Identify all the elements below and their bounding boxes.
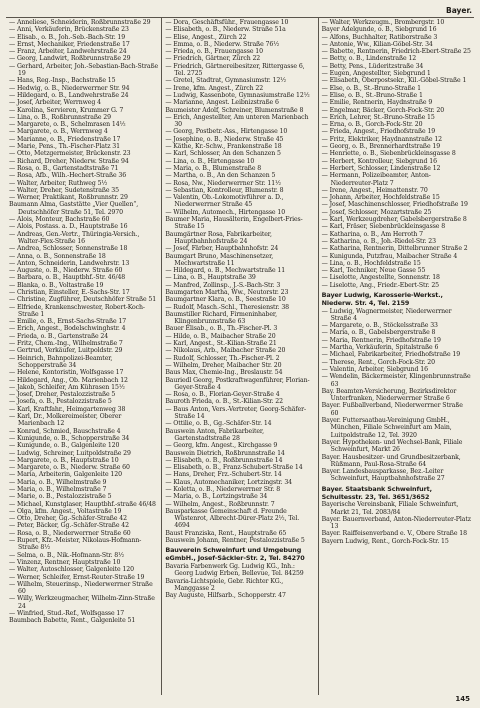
directory-entry: — Kunigunde, o. B., Galgenleite 120	[9, 442, 120, 450]
directory-entry: Baumgärtner Rosa, Fabrikarbeiter, Hauptbahnhofstraße 24	[165, 230, 272, 245]
directory-column-2	[161, 18, 317, 695]
page-header	[6, 4, 474, 17]
directory-entry: Bauer Elisab., o. B., Th.-Fischer-Pl. 3	[165, 325, 278, 333]
directory-entry: — Richard, Dreher, Niederw. Straße 94	[9, 157, 129, 165]
directory-entry: — Maria, o. B., Wilhelmstraße 7	[9, 486, 107, 493]
directory-entry: Bavaria-Lichtspiele, Gebr. Richter KG., Manggasse 2	[165, 577, 284, 592]
directory-entry: Baumgarten Martha, Ww., Neutorstr. 23	[165, 288, 289, 296]
directory-entry: — Konrad, Schmied, Bauschstraße 4	[9, 427, 121, 435]
directory-entry: — Betty, Pens., Lüderitzstraße 34	[321, 62, 424, 70]
directory-entry: — Elisabeth, o. B., Niederw. Straße 51a	[165, 26, 286, 34]
directory-entry: — Engelmar, Bäcker, Gorch-Fock-Str. 20	[321, 106, 445, 114]
directory-entry: — Liselotte, Angestellte, Sonnenstr. 18	[321, 274, 440, 282]
directory-entry: — Peter, Bäcker, Gg.-Schäfer-Straße 42	[9, 522, 129, 530]
directory-entry: — Selma, o. B., Nik.-Hofmann-Str. 8½	[9, 551, 125, 559]
directory-entry: — Blanka, o. B., Voltastraße 19	[9, 281, 104, 289]
directory-entry: — Käthe, Kr.-Schw., Frankenstraße 18	[165, 143, 282, 151]
directory-entry: — Erich, Lehrer, St.-Bruno-Straße 15	[321, 113, 435, 121]
directory-entry: — Barbara, o. B., Hauptbhf.-Str. 46/48	[9, 274, 126, 282]
directory-entry: — Martha, Verkäuferin, Spitalstraße 6	[321, 344, 439, 352]
directory-entry: Baumbach Babette, Rent., Galgenleite 51	[9, 617, 136, 625]
directory-entry: — Maria, o. B., Wilhelmstraße 9	[9, 478, 107, 486]
directory-entry: — Erna, o. B., Gorch-Fock-Str. 20	[321, 121, 423, 129]
directory-entry: — Elfriede, Krankenschwester, Robert-Koch-Straße 1	[9, 303, 145, 318]
directory-entry: — Kunigunde, o. B., Schopperstraße 34	[9, 434, 130, 442]
directory-entry: — Margarete, o. B., Hauptstraße 10	[9, 456, 119, 464]
directory-entry: — Maria, Rentnerin, Friedhofstraße 19	[321, 336, 441, 344]
directory-entry: — Ludwig, Kassenbote, Gymnasiumstraße 12½	[165, 91, 310, 99]
directory-entry: — Emilie, o. B., Ernst-Sachs-Straße 17	[9, 318, 127, 326]
directory-entry: — Georg, Landwirt, Roßbrunnstraße 29	[9, 55, 131, 63]
directory-column-3	[318, 18, 474, 695]
directory-entry: — Therese, Rent., Gorch-Fock-Str. 20	[321, 358, 435, 366]
directory-entry: — Otto, Dreher, Gg.-Schäfer-Straße 42	[9, 515, 127, 523]
directory-entry: — Rudolf, Masch.-Schl., Theresienstr. 38	[165, 303, 290, 311]
directory-entry: Bayer. Futtersaatbau-Vereinigung GmbH., München, Filiale Schweinfurt am Main, Luitpoldstraße 12, Tel. 3920	[321, 417, 452, 439]
directory-entry: — Rudolf, Schlosser, Th.-Fischer-Pl. 2	[165, 354, 280, 362]
directory-entry: — Herbert, Schlosser, Lindenstraße 12	[321, 164, 441, 172]
directory-entry: — Maria, o. B., Gabelsbergerstraße 8	[321, 329, 436, 337]
directory-entry: — Karl, Angest., St.-Kilian-Straße 21	[165, 340, 277, 348]
directory-entry: — Anni, Verkäuferin, Brückenstraße 23	[9, 26, 129, 34]
directory-entry: — Koletta, o. B., Niederwerrner Str. 8	[165, 486, 281, 493]
directory-entry: — Andrea, Schlosser, Sonnenstraße 18	[9, 245, 128, 253]
directory-entry: Bayer. Fußballverband, Niederwerrner Straße 60	[321, 402, 463, 417]
directory-entry: — Karl, Dr., Molkereimeister, Oberer Marienbach 12	[9, 413, 122, 428]
directory-entry: — Henriette, o. B., Siebenbrückleinsgasse 8	[321, 150, 456, 158]
page-number: 145	[455, 695, 470, 703]
directory-entry: — Erich, Angestellter, Am unteren Marienbach 30	[165, 113, 309, 129]
directory-entry: Bayer. Bauernverband, Anton-Niederreuter-Platz 13	[321, 515, 471, 531]
directory-columns	[6, 17, 474, 695]
directory-entry: — Lina, o. B., Hauptstraße 39	[165, 274, 256, 282]
directory-entry: — Josef, Dreher, Pestalozzistraße 5	[9, 391, 116, 399]
directory-entry: — Emma, o. B., Niederw. Straße 76½	[165, 40, 280, 48]
directory-entry: — Karl, Kraftfahr., Heimgartenweg 38	[9, 405, 126, 413]
directory-entry: — Rosa, o. B., Niederwerrner Straße 60	[9, 529, 131, 537]
directory-entry: — Nikolaus, Arb., Maibacher Straße 20	[165, 347, 286, 355]
directory-entry: — Josef, Färber, Hauptbahnhofstr. 24	[165, 245, 279, 253]
directory-entry: — Liselotte, Ang., Friedr.-Ebert-Str. 25	[321, 281, 439, 289]
directory-entry: Bayer Adelgunde, o. B., Siebgrund 16	[321, 26, 437, 34]
directory-entry: — Walter, Werkzeugm., Brombergstr. 10	[321, 19, 445, 26]
directory-entry: — Wendelin, Bäckermeister, Klingenbrunnstraße 63	[321, 373, 471, 388]
directory-entry: — Valentin, Arbeiter, Siebgrund 16	[321, 365, 428, 373]
directory-entry: — Maria, o. B., Blumenstraße 8	[165, 164, 262, 172]
directory-entry: — Alois, Monteur, Bachstraße 60	[9, 216, 110, 224]
directory-entry: — Elise, Angest., Zürch 22	[165, 33, 247, 41]
directory-entry: — Rosa, Afb., Wilh.-Hechert-Straße 36	[9, 172, 127, 180]
directory-entry: — Olga, kfm. Angest., Voltastraße 19	[9, 507, 122, 515]
directory-entry: — Johann, Arbeiter, Hochfeldstraße 15	[321, 194, 440, 202]
directory-entry: — Hans, Dreher, Frz.-Schubert-Str. 14	[165, 471, 282, 479]
directory-entry: — Lina, o. B., Roßbrunnstraße 29	[9, 113, 111, 121]
directory-entry: Baumer Maria, Hausälterin, Engelbert-Fries-Straße 15	[165, 216, 303, 231]
directory-entry: — Babette, Rentnerin, Friedrich-Ebert-Straße 25	[321, 48, 471, 56]
directory-entry: — Elisabeth, o. B., Franz-Schubert-Straße 14	[165, 464, 303, 472]
directory-entry: — Rosa, Nw., Niederwerrner Str. 11½	[165, 179, 281, 187]
directory-entry: — Rosa, o. B., Gartenstadtstraße 71	[9, 164, 119, 172]
directory-entry: Bayer. Hypotheken- und Wechsel-Bank, Filiale Schweinfurt, Markt 26	[321, 438, 463, 454]
directory-entry: — Michael, Fabrikarbeiter, Friedhofstraße 19	[321, 351, 461, 359]
directory-entry: — Herbert, Kontrolleur, Siebgrund 16	[321, 157, 437, 165]
directory-entry: — Fritz, Elektriker, Haydnannstraße 12	[321, 135, 443, 143]
directory-entry: Baumstiller Richard, Firmeninhaber, Klingenbrunnstraße 63	[165, 310, 277, 326]
directory-entry: Bay. Beamten-Versicherung, Bezirksdirektor Unterfranken, Niederwerrner Straße 6	[321, 387, 457, 403]
directory-entry: — Walter, Autoschlosser, Galgenleite 120	[9, 566, 134, 574]
directory-entry-heading: Bauverein Schweinfurt und Umgebung eGmbH., Josef-Säckler-Str. 2, Tel. 84270	[165, 546, 305, 563]
directory-entry: — Georg, o. B., Brennerhardtstraße 19	[321, 143, 441, 151]
directory-entry: — Manfred, Zollinsp., J.-S.-Bach-Str. 3	[165, 281, 281, 289]
directory-entry: — Andreas, Gen.-Vertr., Thüringia-Versich., Walter-Flex-Straße 16	[9, 230, 140, 245]
directory-entry: — Katharina, o. B., Joh.-Riedel-Str. 23	[321, 237, 436, 245]
directory-entry: Bauswein Dietrich, Roßbrunnstraße 14	[165, 449, 285, 457]
directory-entry: Bauswein Anton, Fabrikarbeiter, Gartenstadtstraße 28	[165, 427, 264, 442]
directory-entry: — Antonie, Ww., Kilian-Göbel-Str. 34	[321, 40, 433, 48]
directory-entry: — Ernst, Mechaniker, Friedenstraße 17	[9, 40, 130, 48]
directory-entry: Baumgartner Klara, o. B., Seestraße 10	[165, 296, 286, 304]
directory-entry: — Else, o. B., St.-Bruno-Straße 1	[321, 84, 421, 92]
directory-entry: Bauswein Johann, Rentner, Pestalozzistraße 5	[165, 537, 305, 545]
directory-entry: — Hans, Reg.-Insp., Bachstraße 15	[9, 77, 116, 85]
directory-entry: — Wilhelm, Angest., Roßbrunnstr. 7	[165, 500, 275, 508]
directory-entry: — Hedwig, o. B., Niederwerrner Str. 94	[9, 84, 130, 92]
directory-entry: — Ludwig, Wagnermeister, Niederwerrner Straße 4	[321, 307, 452, 322]
directory-entry: — Marie, o. B., Pestalozzistraße 5	[9, 493, 112, 501]
directory-entry: — Willy, Werkzeugmacher, Wilhelm-Zinn-Straße 24	[9, 595, 155, 610]
directory-entry: — Ottilie, o. B., Gg.-Schäfer-Str. 14	[165, 420, 272, 428]
directory-entry: — Hermann, Polizeibeamter, Anton-Niederreuter-Platz 7	[321, 172, 431, 187]
directory-entry: — Karl, Schlosser, An den Schanzen 5	[165, 150, 281, 158]
directory-entry: — Eugen, Angestellter, Siebgrund 1	[321, 70, 431, 78]
directory-entry: — Maria, o. B., Lortzingstraße 34	[165, 493, 268, 501]
directory-entry: — Frieda, o. B., Gartenstraße 24	[9, 332, 109, 340]
directory-entry: Baumgart Bruno, Maschinensetzer, Mechwartstraße 11	[165, 252, 274, 267]
directory-entry: — Kunigunda, Putzfrau, Maibacher Straße 4	[321, 252, 458, 260]
directory-entry: — Josephine, o. B., Niederw. Straße 45	[165, 135, 284, 143]
directory-entry: — Maria, Arbeiterin, Galgenleite 120	[9, 471, 122, 479]
directory-entry: — Josef, Arbeiter, Werrnweg 4	[9, 99, 101, 107]
directory-entry: — Anton, Schneiderin, Landwehrstr. 13	[9, 259, 130, 267]
directory-entry: — Franz, Arbeiter, Landwehrstraße 24	[9, 48, 127, 56]
directory-entry: — Walter, Arbeiter, Ruthweg 5½	[9, 179, 108, 187]
directory-entry-heading: Bayer Ludwig, Karosserie-Werkst., Niederw. Str. 4, Tel. 2159	[321, 290, 443, 307]
directory-entry: — Frieda, Angest., Friedhofstraße 19	[321, 128, 436, 136]
directory-entry: — Christian, Einsteller, E.-Sachs-Str. 17	[9, 288, 130, 296]
directory-entry: — Irene, Angest., Heimattenstr. 70	[321, 186, 428, 194]
directory-entry: — Friedrich, Gärtner, Zürch 22	[165, 55, 261, 63]
directory-entry: Bauriedl Georg, Postkraftwagenführer, Florian-Geyer-Straße 4	[165, 376, 310, 391]
directory-entry: — Vinzenz, Rentner, Hauptstraße 10	[9, 558, 121, 566]
directory-entry: — Helene, Kontoristin, Wolfsgasse 17	[9, 369, 124, 377]
directory-entry: — Heinrich, Bahnpolizei-Beamter, Schopperstraße 34	[9, 354, 113, 369]
directory-entry: — Irene, kfm. Angest., Zürch 22	[165, 84, 264, 92]
directory-entry: — Hildegard, o. B., Mechwartstraße 11	[165, 267, 286, 275]
directory-entry: — Sebastian, Kontrolleur, Blumenstr. 8	[165, 186, 284, 194]
directory-entry: — Alois, Postass. a. D., Hauptstraße 16	[9, 223, 128, 231]
directory-entry: — Katharina, Rentnerin, Dittelbrunner Straße 2	[321, 245, 468, 253]
directory-entry: — Margarete, o. B., Niederw. Straße 60	[9, 464, 130, 472]
directory-entry: — Josefa, o. B., Pestalozzistraße 5	[9, 398, 112, 406]
directory-entry: — Elisabeth, o. B., Roßbrunnstraße 14	[165, 456, 283, 464]
running-head: Bayer.	[445, 6, 472, 15]
directory-entry: — Karl, Techniker, Neue Gasse 55	[321, 267, 426, 275]
directory-entry: — Josef, Schlosser, Mozartstraße 25	[321, 208, 432, 216]
directory-entry: — Hildegard, o. B., Landwehrstraße 24	[9, 91, 129, 99]
directory-entry: — Jakob, Schleifer, Am Kührasen 15½	[9, 383, 125, 391]
directory-entry: Bavaria Farbenwerk Gg. Ludwig KG., Inh.: Georg Ludwig Erben, Bellevue, Tel. 84259	[165, 562, 304, 578]
directory-entry: — Karl, Werkzeugdreher, Gabelsbergerstraße 8	[321, 216, 467, 224]
directory-entry: — Lina, o. B., Hochfeldstraße 15	[321, 259, 421, 267]
directory-entry: — Betty, o. B., Lindenstraße 12	[321, 55, 417, 63]
directory-entry: — Wilhelm, Steuerinsp., Niederwerrner Straße 60	[9, 580, 153, 596]
directory-entry: — Marianne, Angest. Leibnizstraße 6	[165, 99, 279, 107]
directory-entry: — Alfons, Buchhalter, Ratiborstraße 3	[321, 33, 438, 41]
directory-entry: Baus Max, Chemie-Ing., Breslaustr. 54	[165, 369, 283, 377]
directory-entry: — Margarete, o. B., Werrnweg 4	[9, 128, 108, 136]
directory-entry: Baumeister Adolf, Schreiner, Blumenstraße 8	[165, 106, 304, 114]
directory-entry: — Walter, Dreher, Sudetenstraße 35	[9, 186, 119, 194]
directory-entry: — Werner, Praktikant, Roßbrunnstr. 29	[9, 194, 128, 202]
directory-entry: — Gerhard, Arbeiter, Joh.-Sebastian-Bach-Straße 19	[9, 62, 159, 78]
directory-entry: — Marianne, o. B., Friedenstraße 17	[9, 135, 121, 143]
directory-entry: Bayern Ludwig, Rent., Gorch-Fock-Str. 15	[321, 537, 449, 545]
directory-entry: Baust Franziska, Rent., Hauptstraße 65	[165, 529, 287, 537]
directory-entry: — Otto, Metzgermeister, Brückenstr. 23	[9, 150, 131, 158]
directory-entry: — Wilhelm, Dreher, Maibacher Str. 20	[165, 361, 282, 369]
directory-entry: — Georg, kfm. Angest., Kirchgasse 9	[165, 442, 278, 450]
directory-entry: Bayer. Hausbesitzer- und Grundbesitzerbank, Rüßmann, Paul-Rosa-Straße 64	[321, 453, 461, 468]
directory-entry: — Georg, Postbetr.-Ass., Hirtengasse 10	[165, 128, 288, 136]
directory-entry: — Karl, Fräser, Siebenbrückleinsgasse 8	[321, 223, 446, 231]
directory-entry: — Hilde, o. B., Maibacher Straße 20	[165, 332, 276, 340]
directory-entry: — Katharina, o. B., Am Herroth 7	[321, 230, 424, 238]
directory-entry: — Wilhelm, Automech., Hirtengasse 10	[165, 208, 286, 216]
directory-entry: — Elisabeth, Oberpostsekr., Kil.-Göbel-Straße 1	[321, 77, 467, 85]
directory-entry: — Margarete, o. B., Schelmrasen 14½	[9, 121, 126, 129]
directory-entry: — Baus Anton, Vers.-Vertreter, Georg-Schäfer-Straße 14	[165, 405, 306, 421]
directory-entry: — Elisab., o. B., Joh.-Seb.-Bach-Str. 19	[9, 33, 126, 41]
directory-entry: — Gretel, Stadtrat, Gymnasiumstr. 12½	[165, 77, 287, 85]
directory-entry: — Winfried, Stud.-Ref., Wolfsgasse 17	[9, 610, 125, 618]
directory-entry: — Valentin, Ob.-Lokomotivführer a. D., Niederwerrner Straße 45	[165, 194, 284, 209]
directory-entry: — Dora, Geschäftsführ., Frauengasse 10	[165, 19, 289, 26]
directory-entry-heading: Bayer. Staatsbank Schweinfurt, Schultesstr. 23, Tel. 3651/3652	[321, 484, 432, 501]
directory-entry: — Lina, o. B., Hirtengasse 10	[165, 157, 255, 165]
directory-entry: — Anneliese, Schneiderin, Roßbrunnstraße 29	[9, 19, 151, 26]
directory-entry: — Emilie, Rentnerin, Haydnstraße 9	[321, 99, 433, 107]
directory-entry: — Elise, o. B., St.-Bruno-Straße 1	[321, 91, 423, 99]
directory-entry: — Anna, o. B., Sonnenstraße 18	[9, 252, 106, 260]
directory-entry: Bay Auguste, Hilfsarb., Schopperstr. 47	[165, 592, 286, 600]
directory-entry: — Auguste, o. B., Niederw. Straße 60	[9, 267, 123, 275]
directory-entry: — Marie, Pens., Th.-Fischer-Platz 31	[9, 143, 120, 151]
directory-entry: — Gertrud, Verkäufer, Luitpoldstr. 29	[9, 347, 123, 355]
directory-entry: — Erich, Angest., Bodelschwinghstr. 4	[9, 325, 126, 333]
directory-entry: Baumann Alma, Gaststätte „Vier Quellen“, Deutschhöfer Straße 51, Tel. 2970	[9, 201, 139, 216]
directory-entry: Bayer. Raiffeisenverband e. V., Obere Straße 18	[321, 530, 467, 538]
directory-entry: — Martha, o. B., An den Schanzen 5	[165, 172, 276, 180]
directory-entry: — Christine, Zugführer, Deutschhöfer Straße 51	[9, 296, 157, 304]
directory-entry: Bayerische Vereinsbank, Filiale Schweinfurt, Markt 21, Tel. 2083/84	[321, 501, 459, 516]
directory-entry: — Josef, Maschinenschlosser, Friedhofstraße 19	[321, 201, 468, 209]
directory-entry: — Margarete, o. B., Stöckelsstraße 33	[321, 322, 438, 330]
directory-entry: — Ludwig, Schreiner, Luitpoldstraße 29	[9, 449, 131, 457]
directory-entry: — Rosa, o. B., Florian-Geyer-Straße 4	[165, 391, 280, 399]
directory-entry: — Rupert, Kfz.-Meister, Nikolaus-Hofmann-Straße 8½	[9, 537, 142, 552]
directory-entry: — Friedrich, Gärtnereibesitzer, Rittergasse 6, Tel. 2725	[165, 62, 305, 78]
directory-entry: — Frieda, o. B., Frauengasse 10	[165, 48, 263, 56]
directory-entry: — Fritz, Chem.-Ing., Wilhelmstraße 7	[9, 340, 123, 348]
directory-entry: — Werner, Schleifer, Ernst-Reuter-Straße 19	[9, 573, 145, 581]
directory-entry: — Klaus, Automechaniker, Lortzingstr. 34	[165, 478, 292, 486]
directory-entry: Bauroth Frieda, o. B., St.-Kilian-Str. 22	[165, 398, 283, 406]
directory-entry: — Michael, Kunstglaser, Hauptbhf.-straße 46/48	[9, 500, 156, 508]
directory-column-1	[6, 18, 161, 695]
directory-entry: Bayer. Landesbausparkasse, Bez.-Leiter Schweinfurt, Hauptbahnhofstraße 27	[321, 468, 445, 483]
directory-entry: — Hildegard, Ang., Ob. Marienbach 12	[9, 376, 128, 384]
directory-entry: Bausparkasse Gemeinschaft d. Freunde Wüstenrot, Albrecht-Dürer-Platz 2½, Tel. 4694	[165, 507, 300, 530]
directory-entry: — Karolina, Servieren, Krummer G. 7	[9, 106, 124, 114]
